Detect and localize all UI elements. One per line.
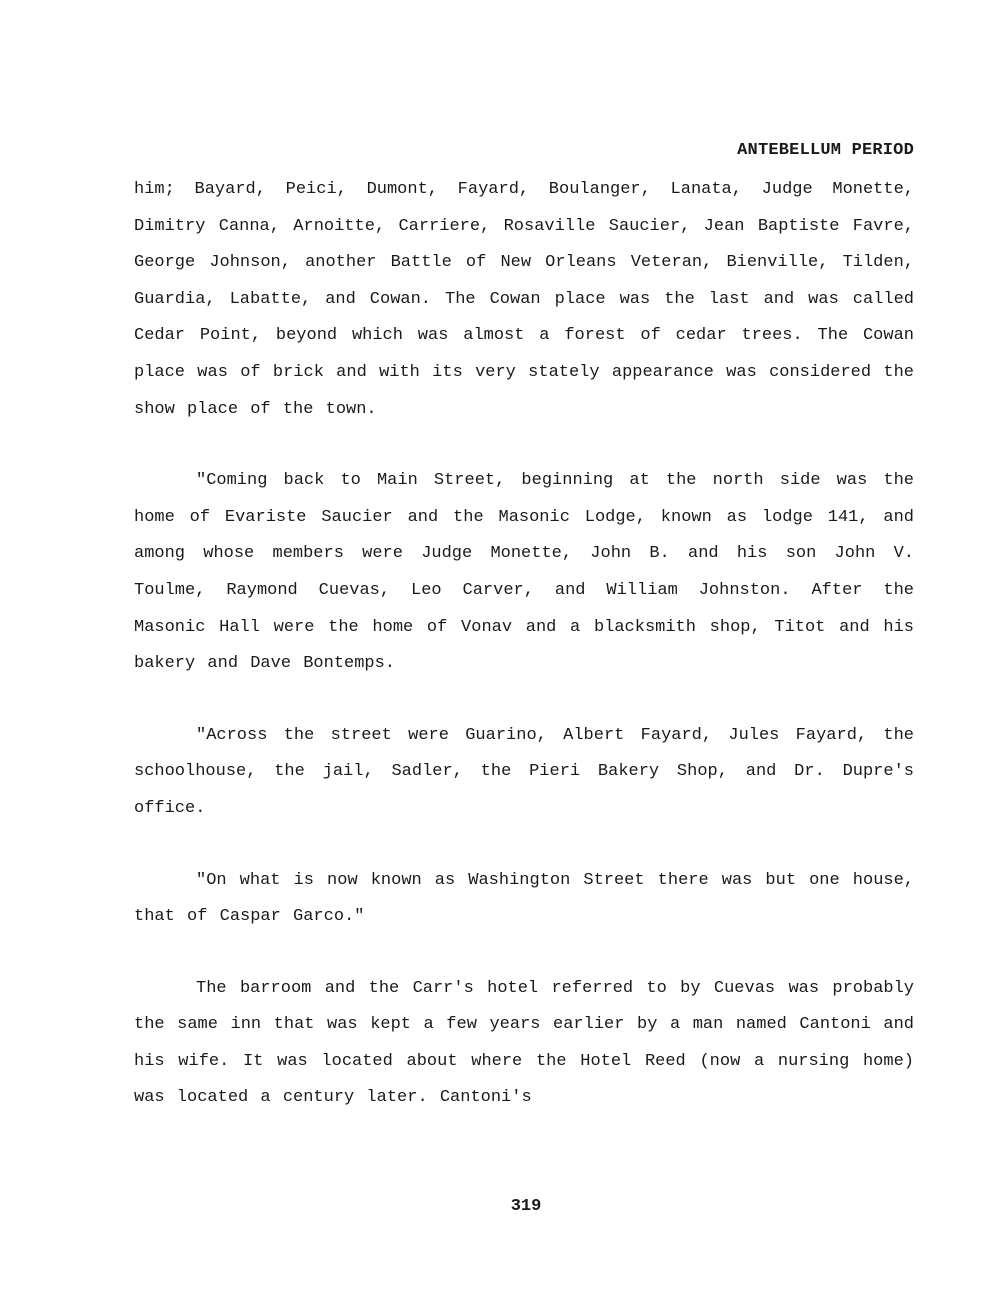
running-header: ANTEBELLUM PERIOD (737, 141, 914, 160)
paragraph-continued: him; Bayard, Peici, Dumont, Fayard, Boulanger, Lanata, Judge Monette, Dimitry Canna, Arnoitte, Carriere, Rosaville Saucier, Jean Baptiste Favre, George Johnson, another Battle of New Orleans Veteran, Bienville, Tilden, Guardia, Labatte, and Cowan. The Cowan place was the last and was called Cedar Point, beyond which was almost a forest of cedar trees. The Cowan place was of brick and with its very stately appearance was considered the show place of the town. (134, 180, 914, 419)
paragraph-across-street: "Across the street were Guarino, Albert Fayard, Jules Fayard, the schoolhouse, the jail, Sadler, the Pieri Bakery Shop, and Dr. Dupre's office. (134, 725, 914, 818)
paragraph-washington-street: "On what is now known as Washington Street there was but one house, that of Caspar Garco." (134, 870, 914, 927)
paragraph-main-street: "Coming back to Main Street, beginning at the north side was the home of Evariste Saucier and the Masonic Lodge, known as lodge 141, and among whose members were Judge Monette, John B. and his son John V. Toulme, Raymond Cuevas, Leo Carver, and William Johnston. After the Masonic Hall were the home of Vonav and a blacksmith shop, Titot and his bakery and Dave Bontemps. (134, 471, 914, 674)
paragraph-barroom-hotel: The barroom and the Carr's hotel referred to by Cuevas was probably the same inn that was kept a few years earlier by a man named Cantoni and his wife. It was located about where the Hotel Reed (now a nursing home) was located a century later. Cantoni's (134, 978, 914, 1108)
body-text (134, 172, 914, 1117)
page-number: 319 (510, 1197, 542, 1216)
